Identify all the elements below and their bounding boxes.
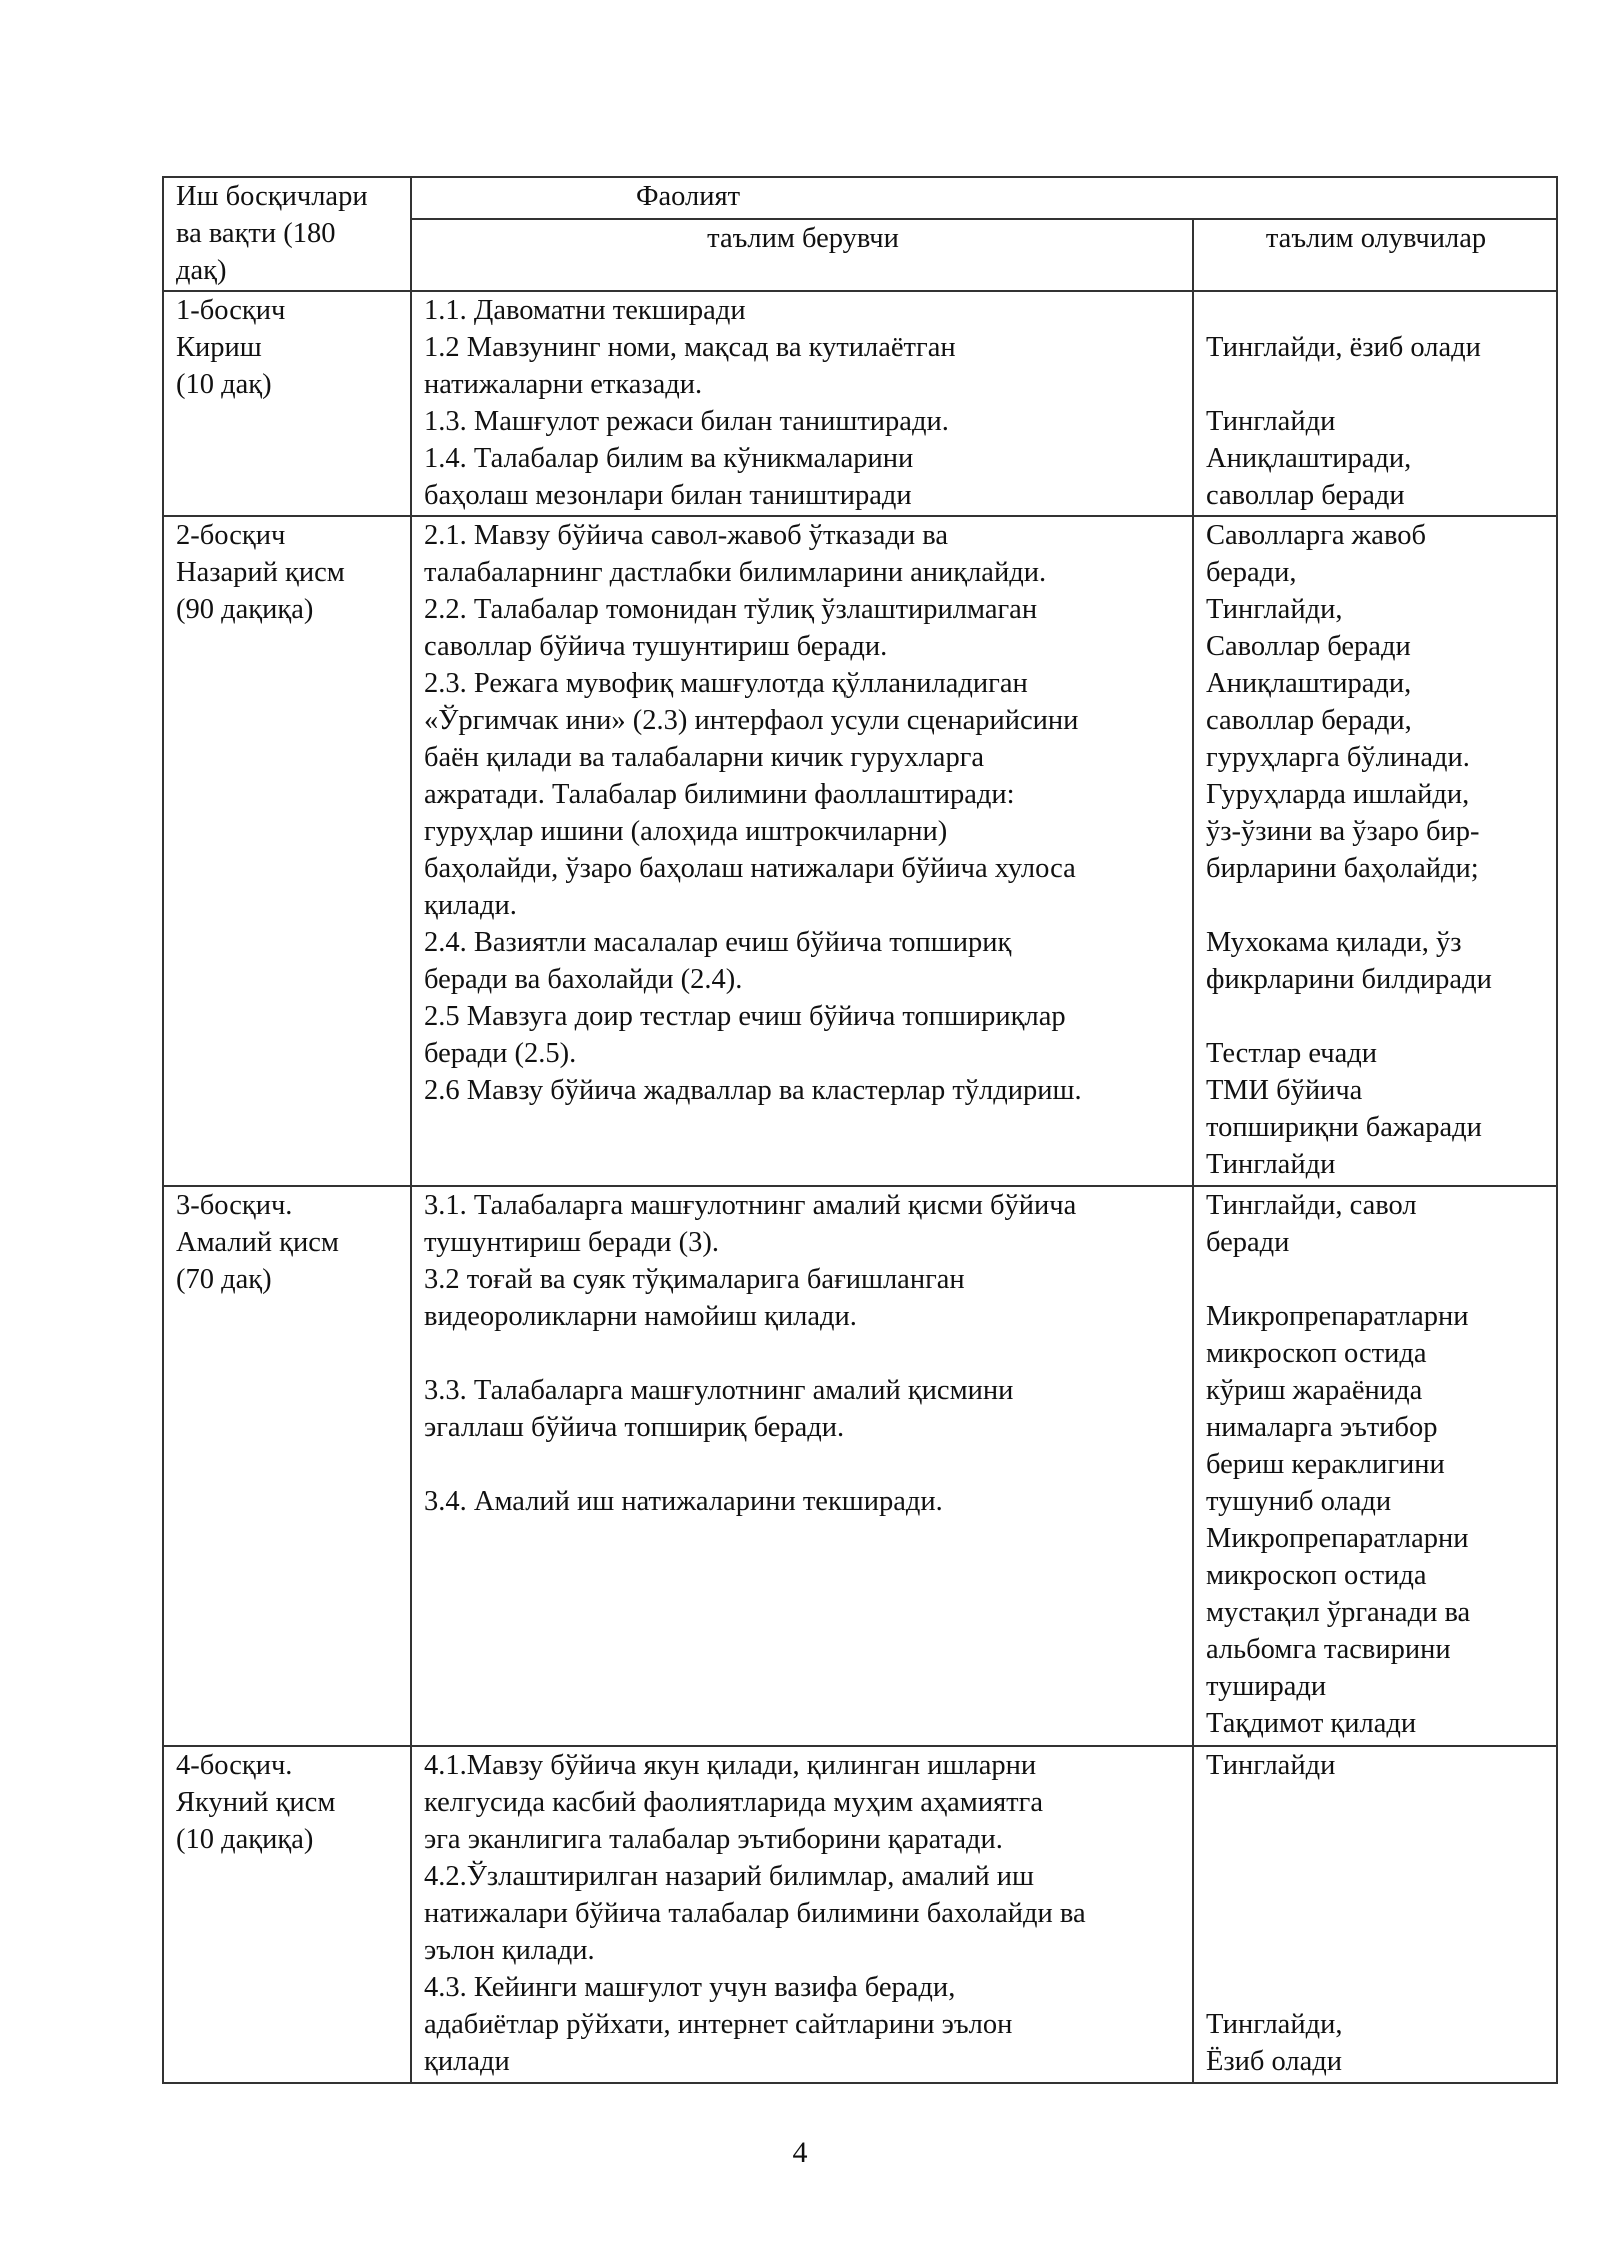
page-number: 4 xyxy=(792,2136,808,2169)
header-activity: Фаолият xyxy=(411,177,1557,219)
header-stage-time: Иш босқичлари ва вақти (180 дақ) xyxy=(163,177,411,291)
table-row xyxy=(163,516,1557,1186)
teacher-cell: 1.1. Давоматни текширади 1.2 Мавзунинг номи, мақсад ва кутилаётган натижаларни етказади. 1.3. Машғулот режаси билан таништиради. 1.4. Талабалар билим ва кўникмаларини баҳолаш мезонлари билан таништиради xyxy=(411,291,1193,516)
teacher-cell: 4.1.Мавзу бўйича якун қилади, қилинган ишларни келгусида касбий фаолиятларида муҳим аҳамиятга эга эканлигига талабалар эътиборини қаратади. 4.2.Ўзлаштирилган назарий билимлар, амалий иш натижалари бўйича талабалар билимини бахолайди ва эълон қилади. 4.3. Кейинги машғулот учун вазифа беради, адабиётлар рўйхати, интернет сайтларини эълон қилади xyxy=(411,1746,1193,2083)
stage-cell: 4-босқич. Якуний қисм (10 дақиқа) xyxy=(163,1746,411,2083)
lesson-plan-table xyxy=(162,176,1558,2084)
stage-cell: 2-босқич Назарий қисм (90 дақиқа) xyxy=(163,516,411,1186)
header-teacher: таълим берувчи xyxy=(411,219,1193,291)
table-header-row xyxy=(163,177,1557,219)
students-cell: Тинглайди Тинглайди, Ёзиб олади xyxy=(1193,1746,1557,2083)
students-cell: Тинглайди, савол беради Микропрепаратларни микроскоп остида кўриш жараёнида нималарга эътибор бериш кераклигини тушуниб олади Микропрепаратларни микроскоп остида мустақил ўрганади ва альбомга тасвирини туширади Тақдимот қилади xyxy=(1193,1186,1557,1746)
table-row xyxy=(163,291,1557,516)
table-row xyxy=(163,1186,1557,1746)
teacher-cell: 3.1. Талабаларга машғулотнинг амалий қисми бўйича тушунтириш беради (3). 3.2 тоғай ва суяк тўқималарига бағишланган видеороликларни намойиш қилади. 3.3. Талабаларга машғулотнинг амалий қисмини эгаллаш бўйича топшириқ беради. 3.4. Амалий иш натижаларини текширади. xyxy=(411,1186,1193,1746)
students-cell: Тинглайди, ёзиб олади Тинглайди Аниқлаштиради, саволлар беради xyxy=(1193,291,1557,516)
header-students: таълим олувчилар xyxy=(1193,219,1557,291)
stage-cell: 3-босқич. Амалий қисм (70 дақ) xyxy=(163,1186,411,1746)
table-row xyxy=(163,1746,1557,2083)
teacher-cell: 2.1. Мавзу бўйича савол-жавоб ўтказади ва талабаларнинг дастлабки билимларини аниқлайди. 2.2. Талабалар томонидан тўлиқ ўзлаштирилмаган саволлар бўйича тушунтириш беради. 2.3. Режага мувофиқ машғулотда қўлланиладиган «Ўргимчак ини» (2.3) интерфаол усули сценарийсини баён қилади ва талабаларни кичик гурухларга ажратади. Талабалар билимини фаоллаштиради: гуруҳлар ишини (алоҳида иштрокчиларни) баҳолайди, ўзаро баҳолаш натижалари бўйича хулоса қилади. 2.4. Вазиятли масалалар ечиш бўйича топшириқ беради ва бахолайди (2.4). 2.5 Мавзуга доир тестлар ечиш бўйича топшириқлар беради (2.5). 2.6 Мавзу бўйича жадваллар ва кластерлар тўлдириш. xyxy=(411,516,1193,1186)
students-cell: Саволларга жавоб беради, Тинглайди, Саволлар беради Аниқлаштиради, саволлар беради, гуруҳларга бўлинади. Гуруҳларда ишлайди, ўз-ўзини ва ўзаро бир- бирларини баҳолайди; Мухокама қилади, ўз фикрларини билдиради Тестлар ечади ТМИ бўйича топшириқни бажаради Тинглайди xyxy=(1193,516,1557,1186)
stage-cell: 1-босқич Кириш (10 дақ) xyxy=(163,291,411,516)
